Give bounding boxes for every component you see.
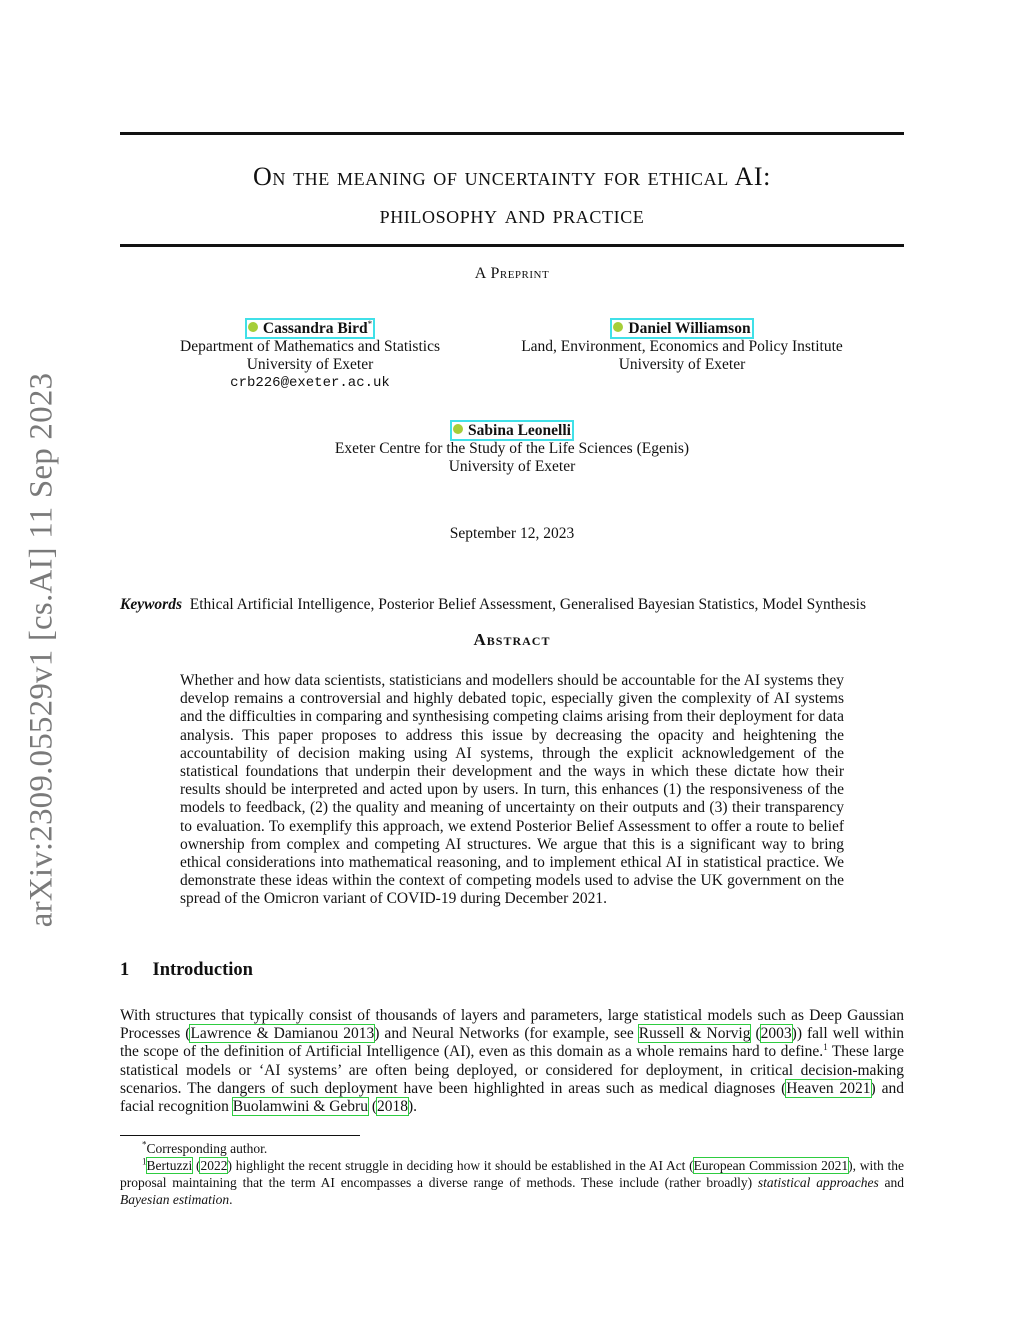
citation-link[interactable] [786,1080,870,1097]
keywords-label: Keywords [120,596,182,613]
footnote-text: ) highlight the recent struggle in deciding how it should be established in the AI Act ( [227,1158,694,1173]
orcid-icon[interactable] [613,322,623,332]
title-line-2: philosophy and practice [379,200,645,229]
title-line-1: On the meaning of uncertainty for ethical AI: [253,162,771,191]
text-run: ). [408,1098,418,1116]
arxiv-stamp: arXiv:2309.05529v1 [cs.AI] 11 Sep 2023 [23,372,60,928]
author-link-leonelli[interactable] [452,422,572,439]
keywords-text: Ethical Artificial Intelligence, Posterior Belief Assessment, Generalised Bayesian Statistics, Model Synthesis [189,596,867,613]
author-affiliation: Exeter Centre for the Study of the Life Sciences (Egenis) [334,440,690,457]
text-run: These large statistical models or ‘AI systems’ are often being deployed, or considered for deployment, in critical decision-making scenarios. The dangers of such deployment have been highlighted in areas such as medical diagnoses ( [120,1043,904,1097]
corresponding-mark[interactable]: * [367,318,373,329]
preprint-label: A Preprint [474,265,550,282]
title-rule-bottom [120,244,904,247]
author-block-2 [500,320,864,374]
author-university: University of Exeter [618,356,746,373]
section-heading [120,960,253,981]
footnote-1: $^1$Bertuzzi (2022) highlight the recent struggle in deciding how it should be established in the AI Act (European Commission 2021), with the proposal maintaining that the term AI encompasses a diverse range of methods. These include (rather broadly) statistical approaches and Bayesian estimation. [120,1156,904,1207]
footnote-star [120,1140,904,1157]
citation-link[interactable]: Buolamwini & Gebru [232,1098,368,1116]
footnote-rule [120,1135,360,1136]
citation-link[interactable]: Russell & Norvig [638,1025,751,1043]
author-block-1 [160,320,460,392]
footnote-mark: 1 [142,1156,147,1167]
author-email[interactable]: crb226@exeter.ac.uk [230,375,390,391]
citation-link[interactable]: European Commission 2021 [693,1158,849,1173]
author-affiliation: Department of Mathematics and Statistics [180,338,440,355]
paper-title [120,158,904,234]
text-run: With structures that typically consist of thousands of layers and parameters, large statistical models such as Deep Gaussian Processes ( [120,1007,904,1043]
citation-link[interactable]: Bertuzzi [146,1158,193,1173]
footnote-text: . [229,1192,233,1207]
text-run: )) fall well within the scope of the definition of Artificial Intelligence (AI), even as this domain as a whole remains hard to define. [120,1025,904,1061]
footnote-text: Corresponding author. [146,1141,268,1156]
citation-year-link[interactable]: 2003 [760,1025,792,1043]
citation-link[interactable] [190,1025,374,1042]
author-name: Cassandra Bird [262,320,368,337]
keywords [120,596,904,614]
paper-date: September 12, 2023 [449,525,575,542]
abstract-text: Whether and how data scientists, statisticians and modellers should be accountable for the AI systems they develop remains a controversial and highly debated topic, especially given the complexity of AI systems and the difficulties in comparing and synthesising competing claims arising from their deployment for data analysis. This paper proposes to address this issue by decreasing the opacity and heightening the accountability of decision making using AI systems, through the explicit acknowledgement of the statistical foundations that underpin their development and the ways in which these dictate how their results should be interpreted and acted upon by users. In turn, this enhances (1) the responsiveness of the models to feedback, (2) the quality and meaning of uncertainty on their outputs and (3) their transparency to evaluation. To exemplify this approach, we extend Posterior Belief Assessment to offer a route to belief ownership from complex and competing AI structures. We argue that this is a significant way to bring ethical considerations into mathematical reasoning, and to implement ethical AI in statistical practice. We demonstrate these ideas within the context of competing models used to advise the UK government on the spread of the Omicron variant of COVID-19 during December 2021. [180,672,844,908]
text-run: ) and Neural Networks (for example, see [374,1025,639,1043]
footnote-emphasis: statistical approaches [757,1175,879,1190]
orcid-icon[interactable] [453,424,463,434]
footnote-text: and [878,1175,904,1190]
footnote-emphasis: Bayesian estimation [120,1192,230,1207]
footnote-text: ), with the proposal maintaining that the term AI encompasses a diverse range of methods. These include (rather broadly) [120,1158,904,1190]
citation-author: Lawrence & Damianou [190,1025,339,1043]
text-run: ) and facial recognition [120,1079,904,1116]
footnote-mark: * [142,1139,147,1150]
citation-author: Heaven [786,1079,834,1097]
author-link-williamson[interactable] [612,320,751,337]
author-university: University of Exeter [246,356,374,373]
title-rule-top [120,132,904,135]
author-affiliation: Land, Environment, Economics and Policy Institute [521,338,843,355]
citation-year: 2013 [343,1025,375,1043]
footnote-ref[interactable]: 1 [823,1042,828,1053]
citation-year-link[interactable]: 2022 [200,1158,228,1173]
author-name: Daniel Williamson [628,320,751,337]
section-title: Introduction [152,960,253,980]
abstract-heading: Abstract [473,630,551,649]
author-name: Sabina Leonelli [468,422,571,439]
author-block-3 [260,422,764,476]
orcid-icon[interactable] [248,322,258,332]
author-university: University of Exeter [448,458,576,475]
intro-paragraph: With structures that typically consist of thousands of layers and parameters, large statistical models such as Deep Gaussian Processes (Lawrence & Damianou 2013) and Neural Networks (for example, see Russell & Norvig (2003)) fall well within the scope of the definition of Artificial Intelligence (AI), even as this domain as a whole remains hard to define.$^1$ These large statistical models or ‘AI systems’ are often being deployed, or considered for deployment, in critical decision-making scenarios. The dangers of such deployment have been highlighted in areas such as medical diagnoses (Heaven 2021) and facial recognition Buolamwini & Gebru (2018). [120,1007,904,1116]
citation-year: 2021 [839,1079,871,1097]
author-link-bird[interactable] [247,320,373,337]
section-number: 1 [120,960,130,980]
citation-year-link[interactable]: 2018 [377,1098,408,1116]
